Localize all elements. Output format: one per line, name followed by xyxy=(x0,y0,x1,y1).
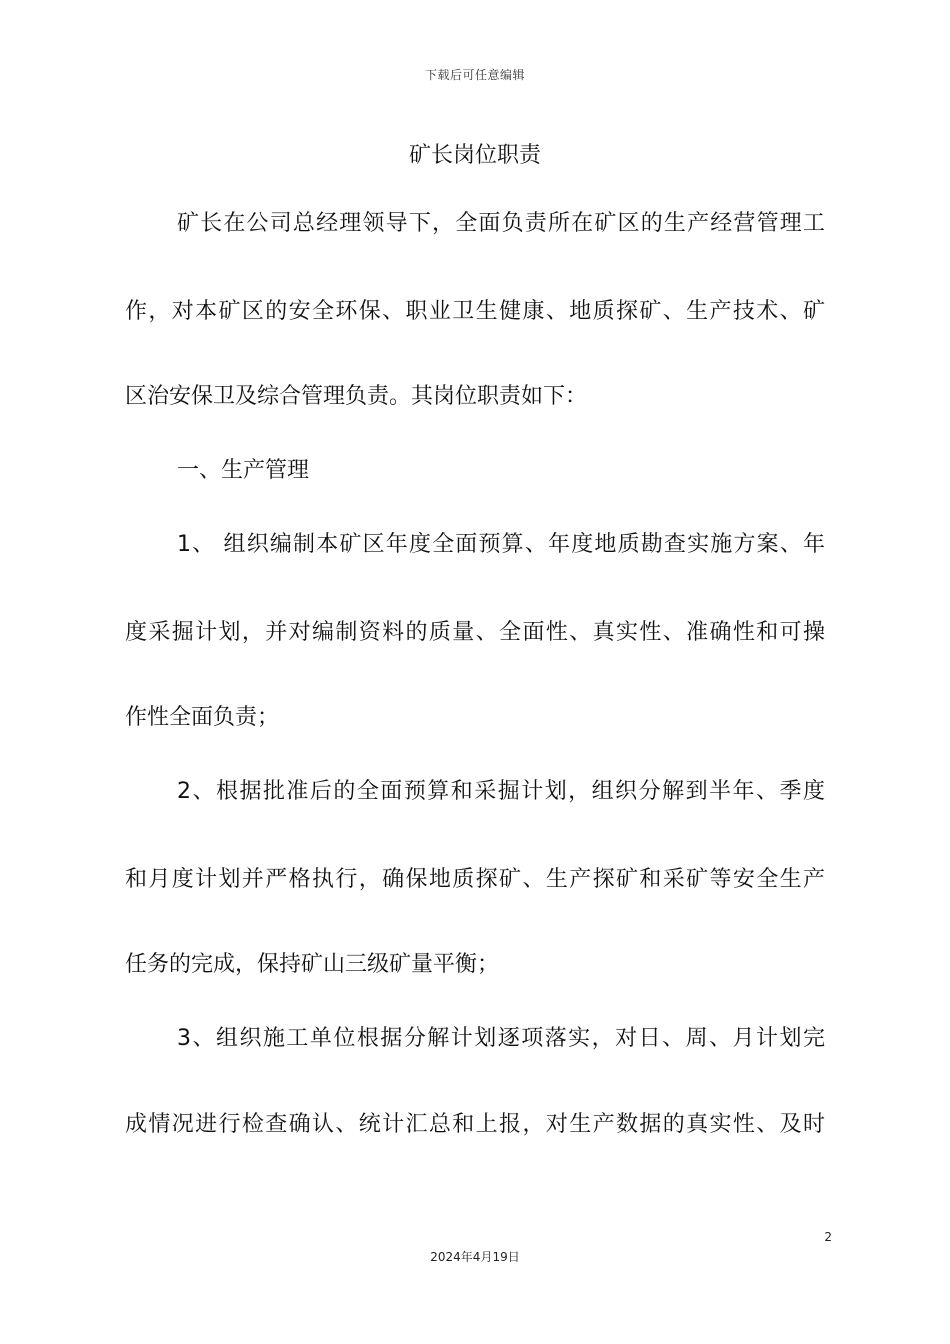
paragraph-line: 作，对本矿区的安全环保、职业卫生健康、地质探矿、生产技术、矿 xyxy=(125,299,825,324)
paragraph-line: 矿长在公司总经理领导下，全面负责所在矿区的生产经营管理工 xyxy=(177,211,825,236)
paragraph-line: 2、根据批准后的全面预算和采掘计划，组织分解到半年、季度 xyxy=(177,779,825,804)
footer-date: 2024年4月19日 xyxy=(430,1250,520,1264)
page-title: 矿长岗位职责 xyxy=(408,143,541,168)
header-note: 下载后可任意编辑 xyxy=(424,68,525,82)
paragraph-line: 3、组织施工单位根据分解计划逐项落实，对日、周、月计划完 xyxy=(177,1026,825,1051)
paragraph-line: 和月度计划并严格执行，确保地质探矿、生产探矿和采矿等安全生产 xyxy=(125,867,825,892)
paragraph-line: 1、 组织编制本矿区年度全面预算、年度地质勘查实施方案、年 xyxy=(177,532,825,557)
paragraph-line: 区治安保卫及综合管理负责。其岗位职责如下： xyxy=(125,384,588,409)
paragraph-line: 任务的完成，保持矿山三级矿量平衡； xyxy=(125,952,500,977)
paragraph-line: 成情况进行检查确认、统计汇总和上报，对生产数据的真实性、及时 xyxy=(125,1112,825,1137)
paragraph-line: 度采掘计划，并对编制资料的质量、全面性、真实性、准确性和可操 xyxy=(125,620,825,645)
page-number: 2 xyxy=(824,1230,832,1244)
section-heading: 一、生产管理 xyxy=(177,458,310,483)
paragraph-line: 作性全面负责； xyxy=(125,705,280,730)
